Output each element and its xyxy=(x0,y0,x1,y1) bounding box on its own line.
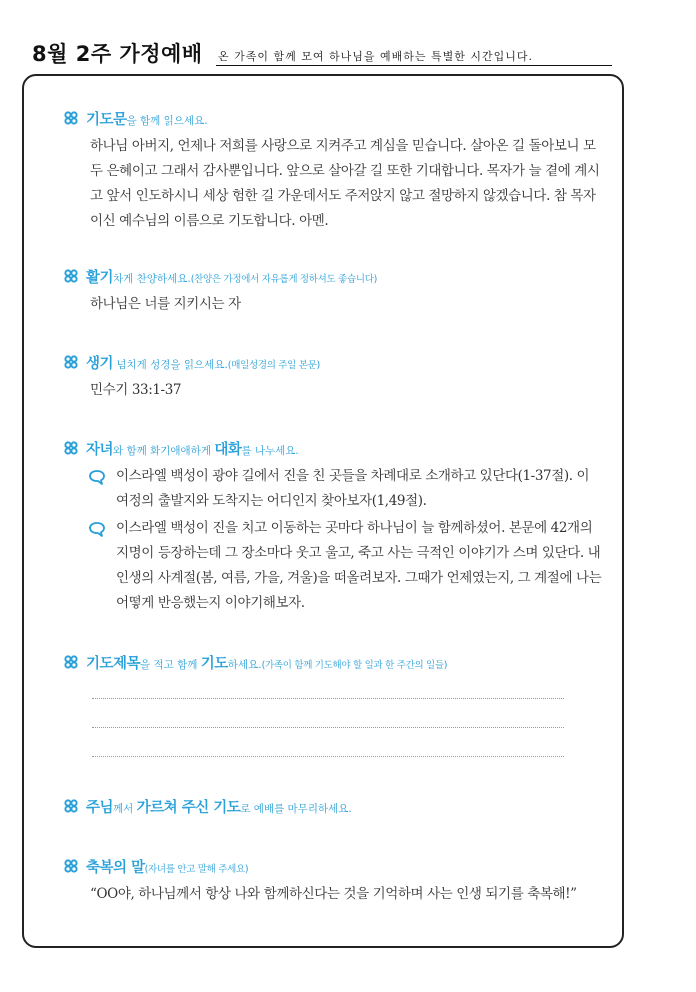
writing-line[interactable] xyxy=(92,727,564,728)
section-prayer-topics-title: 기도제목 xyxy=(86,656,141,672)
section-lords-prayer-desc: 로 예배를 마무리하세요. xyxy=(240,803,352,815)
section-blessing-title: 축복의 말 xyxy=(86,860,145,876)
section-children-title2: 대화 xyxy=(214,442,242,458)
section-prayer-topics xyxy=(64,652,604,672)
section-praise-title: 활기 xyxy=(86,270,114,286)
section-prayer-topics-heading xyxy=(64,652,604,672)
section-children-title: 자녀 xyxy=(86,442,114,458)
page-header xyxy=(32,38,592,68)
section-praise xyxy=(64,266,604,317)
blessing-text: “OO야, 하나님께서 항상 나와 함께하신다는 것을 기억하며 사는 인생 되기를 축복해!” xyxy=(90,886,577,902)
section-prayer-topics-mid: 을 적고 함께 xyxy=(140,659,201,671)
speech-bubble-icon xyxy=(88,521,106,537)
section-life xyxy=(64,352,604,403)
clover-icon xyxy=(64,355,78,369)
section-children xyxy=(64,438,604,616)
section-blessing xyxy=(64,856,604,907)
discussion-text: 이스라엘 백성이 진을 치고 이동하는 곳마다 하나님이 늘 함께하셨어. 본문에 42개의 지명이 등장하는데 그 장소마다 웃고 울고, 죽고 사는 극적인 이야기가 스며 있단다. 내 인생의 사계절(봄, 여름, 가을, 겨울)을 떠올려보자. 그때가 언제였는지, 그 계절에 나는 어떻게 반응했는지 이야기해보자. xyxy=(116,520,602,611)
section-life-title: 생기 xyxy=(86,356,114,372)
writing-line[interactable] xyxy=(92,698,564,699)
section-life-desc: 넘치게 성경을 읽으세요. xyxy=(113,359,228,371)
clover-icon xyxy=(64,859,78,873)
discussion-item xyxy=(64,464,604,514)
praise-song: 하나님은 너를 지키시는 자 xyxy=(90,296,241,312)
section-praise-note: (찬양은 가정에서 자유롭게 정하셔도 좋습니다) xyxy=(190,274,378,285)
prayer-text: 하나님 아버지, 언제나 저희를 사랑으로 지켜주고 계심을 믿습니다. 살아온 길 돌아보니 모두 은혜이고 그래서 감사뿐입니다. 앞으로 살아갈 길 또한 기대합니다. 목자가 늘 곁에 계시고 앞서 인도하시니 세상 험한 길 가운데서도 주저앉지 않고 절망하지 않겠습니다. 참 목자이신 예수님의 이름으로 기도합니다. 아멘. xyxy=(90,138,600,229)
section-blessing-heading xyxy=(64,856,604,876)
section-prayer xyxy=(64,108,604,234)
section-prayer-desc: 을 함께 읽으세요. xyxy=(126,115,208,127)
section-prayer-topics-desc: 하세요. xyxy=(227,659,262,671)
section-lords-prayer-heading xyxy=(64,796,604,816)
section-children-desc: 를 나누세요. xyxy=(241,445,299,457)
section-praise-desc: 차게 찬양하세요. xyxy=(113,273,191,285)
clover-icon xyxy=(64,269,78,283)
section-praise-heading xyxy=(64,266,604,286)
section-prayer-topics-note: (가족이 함께 기도해야 할 일과 한 주간의 일들) xyxy=(261,660,448,671)
subtitle-underline xyxy=(216,65,612,66)
section-life-note: (매일성경의 주일 본문) xyxy=(227,360,320,371)
section-blessing-note: (자녀를 안고 말해 주세요) xyxy=(144,864,249,875)
section-prayer-title: 기도문 xyxy=(86,112,127,128)
discussion-text: 이스라엘 백성이 광야 길에서 진을 친 곳들을 차례대로 소개하고 있단다(1-37절). 이 여정의 출발지와 도착지는 어디인지 찾아보자(1,49절). xyxy=(116,468,590,509)
clover-icon xyxy=(64,655,78,669)
page-subtitle: 온 가족이 함께 모여 하나님을 예배하는 특별한 시간입니다. xyxy=(218,50,533,63)
section-prayer-heading xyxy=(64,108,604,128)
clover-icon xyxy=(64,441,78,455)
section-prayer-topics-title2: 기도 xyxy=(200,656,228,672)
page-title: 8월 2주 가정예배 xyxy=(32,42,203,66)
section-lords-prayer-title: 주님 xyxy=(86,800,114,816)
section-lords-prayer-title2: 가르쳐 주신 기도 xyxy=(136,800,241,816)
clover-icon xyxy=(64,799,78,813)
clover-icon xyxy=(64,111,78,125)
section-children-mid: 와 함께 화기애애하게 xyxy=(113,445,215,457)
section-life-heading xyxy=(64,352,604,372)
speech-bubble-icon xyxy=(88,469,106,485)
discussion-item xyxy=(64,516,604,616)
writing-line[interactable] xyxy=(92,756,564,757)
section-lords-prayer xyxy=(64,796,604,816)
section-lords-prayer-mid: 께서 xyxy=(113,803,137,815)
section-children-heading xyxy=(64,438,604,458)
scripture-reference: 민수기 33:1-37 xyxy=(90,382,182,398)
